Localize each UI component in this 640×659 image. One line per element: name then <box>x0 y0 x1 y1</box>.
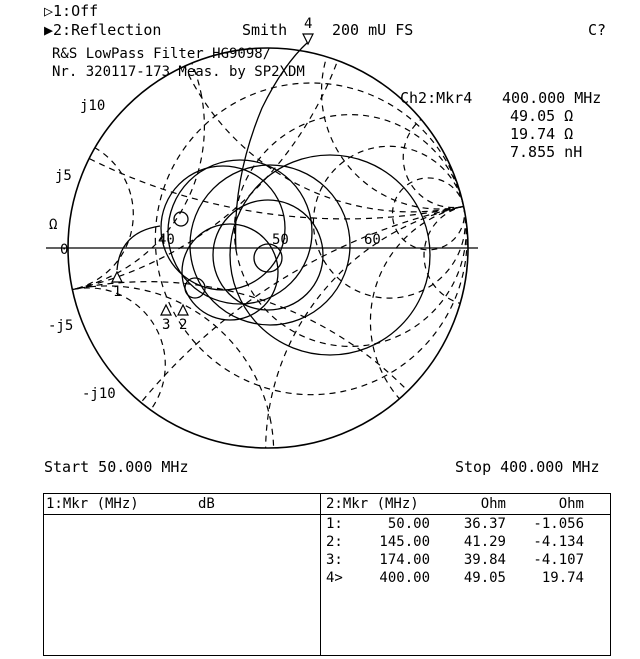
trace-loop-5 <box>182 224 278 320</box>
table-header-rule <box>44 514 610 515</box>
marker-readout-reactance: 19.74 Ω <box>510 125 574 143</box>
table-cell-idx: 1: <box>326 516 343 532</box>
marker-table <box>43 493 611 656</box>
grid-x-arc-up-3 <box>394 98 513 217</box>
channel2-status: ▶2:Reflection <box>44 21 162 39</box>
left-header-unit: dB <box>198 496 215 512</box>
table-cell-r: 41.29 <box>463 534 506 550</box>
table-cell-x: -1.056 <box>533 516 584 532</box>
table-cell-freq: 400.00 <box>379 570 430 586</box>
table-cell-idx: 3: <box>326 552 343 568</box>
marker-3-triangle <box>161 305 171 315</box>
grid-l-arc-up-2 <box>0 123 148 305</box>
table-cell-r: 36.37 <box>463 516 506 532</box>
scale-label-1: j5 <box>55 168 72 184</box>
right-header-ohm-r: Ohm <box>480 496 506 512</box>
cal-status: C? <box>588 21 607 39</box>
start-frequency: Start 50.000 MHz <box>44 458 189 476</box>
right-header-marker: 2:Mkr (MHz) <box>326 496 419 512</box>
table-cell-r: 39.84 <box>463 552 506 568</box>
table-cell-idx: 4> <box>326 570 343 586</box>
grid-x-arc-down-3 <box>415 196 534 315</box>
scale-label-5: -j10 <box>82 386 116 402</box>
scale-label-0: j10 <box>80 98 106 114</box>
marker-1-triangle <box>112 272 122 282</box>
marker-readout-resistance: 49.05 Ω <box>510 107 574 125</box>
right-header-ohm-x: Ohm <box>558 496 584 512</box>
channel1-status: ▷1:Off <box>44 2 99 20</box>
grid-x-arc-down-2 <box>349 182 628 461</box>
scale-label-4: -j5 <box>48 318 74 334</box>
resistance-label-40: 40 <box>158 232 175 248</box>
marker-readout-label: Ch2:Mkr4 <box>400 89 473 107</box>
marker-readout-freq: 400.000 MHz <box>502 89 602 107</box>
grid-l-arc-down-0 <box>0 214 579 470</box>
resistance-label-60: 60 <box>364 232 381 248</box>
table-cell-freq: 50.00 <box>387 516 430 532</box>
format-label: Smith <box>242 21 288 39</box>
table-cell-idx: 2: <box>326 534 343 550</box>
marker-2-label: 2 <box>179 317 188 333</box>
scale-label-2: Ω <box>49 217 58 233</box>
marker-readout-inductance: 7.855 nH <box>510 143 583 161</box>
table-cell-x: -4.134 <box>533 534 584 550</box>
scale-label: 200 mU FS <box>332 21 414 39</box>
resistance-label-50: 50 <box>272 232 289 248</box>
table-divider <box>320 494 321 655</box>
grid-x-arc-up-0 <box>0 0 640 325</box>
grid-l-arc-down-1 <box>0 255 305 470</box>
title-line-1: R&S LowPass Filter HG9098/ <box>52 46 272 62</box>
table-cell-x: 19.74 <box>541 570 584 586</box>
scale-label-3: 0 <box>60 242 69 258</box>
marker-3-label: 3 <box>162 317 171 333</box>
table-cell-r: 49.05 <box>463 570 506 586</box>
table-cell-freq: 145.00 <box>379 534 430 550</box>
left-header-marker: 1:Mkr (MHz) <box>46 496 139 512</box>
stop-frequency: Stop 400.000 MHz <box>455 458 600 476</box>
table-cell-freq: 174.00 <box>379 552 430 568</box>
trace-end-segment <box>236 42 308 250</box>
table-cell-x: -4.107 <box>533 552 584 568</box>
marker-4-label: 4 <box>304 16 313 32</box>
marker-4-triangle <box>303 34 313 44</box>
title-line-2: Nr. 320117-173 Meas. by SP2XDM <box>52 64 305 80</box>
marker-1-label: 1 <box>113 284 122 300</box>
grid-l-arc-down-2 <box>0 274 180 456</box>
